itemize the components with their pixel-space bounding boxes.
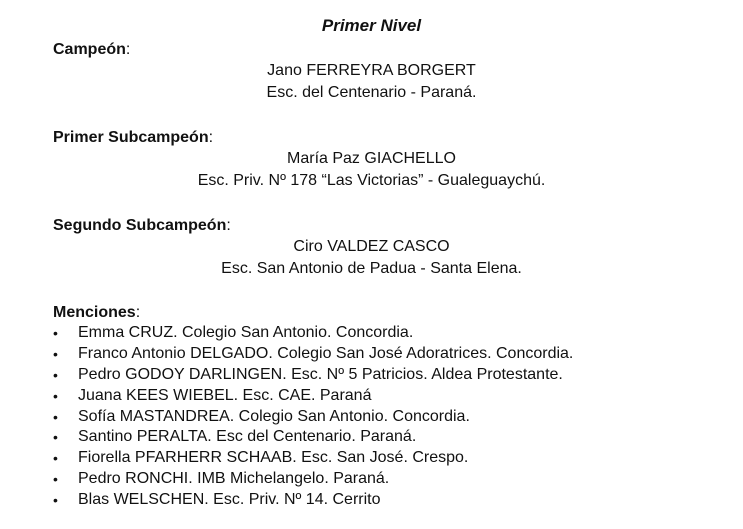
segundo-subcampeon-label: Segundo Subcampeón [53,217,227,234]
mention-text: Juana KEES WIEBEL. Esc. CAE. Paraná [78,386,372,404]
bullet: • [53,450,58,467]
bullet: • [53,387,58,404]
primer-subcampeon-label: Primer Subcampeón [53,129,209,146]
campeon-heading [53,39,130,61]
segundo-subcampeon-colon: : [226,217,231,234]
menciones-label: Menciones [53,304,136,321]
bullet: • [53,429,58,446]
bullet: • [53,345,58,362]
mention-text: Pedro RONCHI. IMB Michelangelo. Paraná. [78,470,390,488]
campeon-label: Campeón [53,41,126,58]
mention-text: Fiorella PFARHERR SCHAAB. Esc. San José. Crespo. [78,449,469,467]
list-item [53,386,573,407]
primer-subcampeon-school: Esc. Priv. Nº 178 “Las Victorias” - Gualeguaychú. [197,172,546,189]
primer-subcampeon-heading [53,127,213,149]
bullet: • [53,366,58,383]
list-item [53,469,573,490]
list-item [53,490,573,511]
list-item [53,323,573,344]
segundo-subcampeon-heading [53,215,231,237]
menciones-list [53,323,573,511]
segundo-subcampeon-name: Ciro VALDEZ CASCO [293,238,450,255]
campeon-name: Jano FERREYRA BORGERT [267,62,476,79]
mention-text: Franco Antonio DELGADO. Colegio San José Adoratrices. Concordia. [78,344,574,362]
mention-text: Sofía MASTANDREA. Colegio San Antonio. Concordia. [78,407,470,425]
page-title: Primer Nivel [321,16,422,35]
segundo-subcampeon-school: Esc. San Antonio de Padua - Santa Elena. [221,260,522,277]
bullet: • [53,492,58,509]
list-item [53,448,573,469]
mention-text: Emma CRUZ. Colegio San Antonio. Concordia. [78,324,414,341]
mention-text: Pedro GODOY DARLINGEN. Esc. Nº 5 Patricios. Aldea Protestante. [78,365,563,383]
bullet: • [53,408,58,425]
primer-subcampeon-name: María Paz GIACHELLO [287,150,456,167]
mention-text: Blas WELSCHEN. Esc. Priv. Nº 14. Cerrito [78,491,381,509]
bullet: • [53,471,58,488]
mention-text: Santino PERALTA. Esc del Centenario. Paraná. [78,428,417,446]
list-item [53,344,573,365]
bullet: • [53,325,58,341]
campeon-colon: : [125,41,131,58]
campeon-school: Esc. del Centenario - Paraná. [266,84,477,101]
menciones-heading [53,302,140,324]
primer-subcampeon-colon: : [208,129,214,146]
list-item [53,407,573,428]
menciones-colon: : [135,304,141,321]
list-item [53,427,573,448]
list-item [53,365,573,386]
